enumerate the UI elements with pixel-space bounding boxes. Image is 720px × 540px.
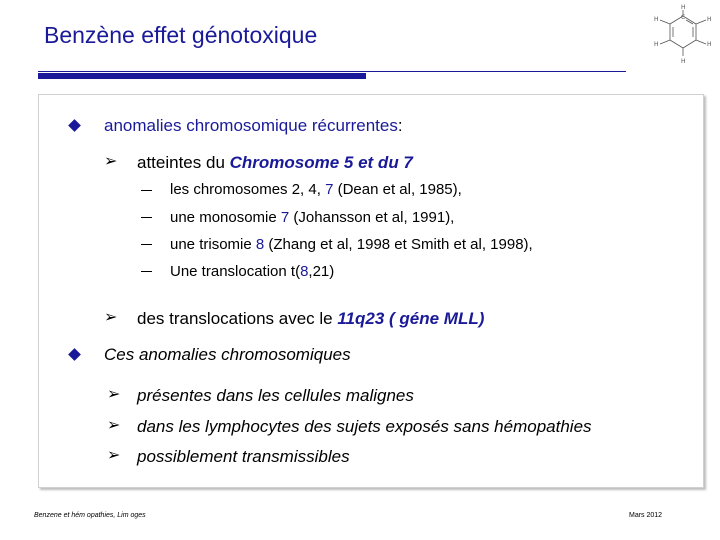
bullet-2: Ces anomalies chromosomiques bbox=[104, 345, 351, 364]
svg-text:H: H bbox=[707, 16, 712, 23]
list-item-highlight: 7 bbox=[325, 181, 334, 198]
svg-text:H: H bbox=[707, 41, 712, 48]
list-item-text: une monosomie bbox=[170, 209, 281, 226]
svg-text:H: H bbox=[654, 16, 659, 23]
list-item-highlight: 7 bbox=[280, 209, 290, 226]
svg-text:H: H bbox=[681, 4, 686, 11]
footer-left: Benzene et hém opathies, Lim oges bbox=[34, 512, 146, 519]
title-divider-thin bbox=[38, 71, 626, 72]
sub-bullet-translocation-emphasis: 11q23 ( géne MLL) bbox=[337, 309, 485, 328]
title-divider-thick bbox=[38, 73, 366, 79]
list-item-ref: (Johansson et al, 1991), bbox=[289, 209, 455, 226]
sub-bullet-malignant: présentes dans les cellules malignes bbox=[137, 386, 414, 405]
benzene-molecule-icon bbox=[648, 2, 718, 70]
list-item-highlight: 8 bbox=[255, 236, 265, 253]
svg-text:C: C bbox=[681, 14, 686, 21]
footer-date: Mars 2012 bbox=[629, 512, 663, 519]
arrow-bullet-icon: ➢ bbox=[107, 386, 121, 403]
bullet-1-colon: : bbox=[397, 116, 403, 135]
arrow-bullet-icon: ➢ bbox=[107, 447, 121, 464]
sub-bullet-chromosome-text: atteintes du bbox=[137, 153, 230, 172]
list-item-ref: (Zhang et al, 1998 et Smith et al, 1998), bbox=[264, 236, 533, 253]
sub-bullet-translocation bbox=[137, 309, 484, 329]
list-item bbox=[170, 263, 334, 280]
sub-bullet-lymphocytes: dans les lymphocytes des sujets exposés sans hémopathies bbox=[137, 417, 592, 436]
list-item bbox=[170, 236, 533, 253]
list-item-text: Une translocation t( bbox=[170, 263, 301, 280]
list-item-highlight: 8 bbox=[300, 263, 309, 280]
slide-title: Benzène effet génotoxique bbox=[44, 22, 318, 48]
list-item-text: une trisomie bbox=[170, 236, 256, 253]
dash-icon bbox=[141, 217, 152, 218]
sub-bullet-translocation-text: des translocations avec le bbox=[137, 309, 338, 328]
sub-bullet-chromosome-emphasis: Chromosome 5 et du 7 bbox=[229, 153, 413, 172]
bullet-1 bbox=[104, 116, 403, 136]
list-item-ref: ,21) bbox=[308, 263, 335, 280]
dash-icon bbox=[141, 244, 152, 245]
list-item bbox=[170, 209, 454, 226]
svg-text:H: H bbox=[681, 58, 686, 65]
sub-bullet-transmissible: possiblement transmissibles bbox=[137, 447, 350, 466]
list-item-ref: (Dean et al, 1985), bbox=[333, 181, 462, 198]
arrow-bullet-icon: ➢ bbox=[107, 417, 121, 434]
dash-icon bbox=[141, 271, 152, 272]
list-item bbox=[170, 181, 462, 198]
sub-bullet-chromosome bbox=[137, 153, 413, 173]
arrow-bullet-icon: ➢ bbox=[104, 153, 118, 170]
arrow-bullet-icon: ➢ bbox=[104, 309, 118, 326]
bullet-1-text: anomalies chromosomique récurrentes bbox=[104, 116, 398, 135]
list-item-text: les chromosomes 2, 4, bbox=[170, 181, 326, 198]
svg-text:H: H bbox=[654, 41, 659, 48]
dash-icon bbox=[141, 190, 152, 191]
